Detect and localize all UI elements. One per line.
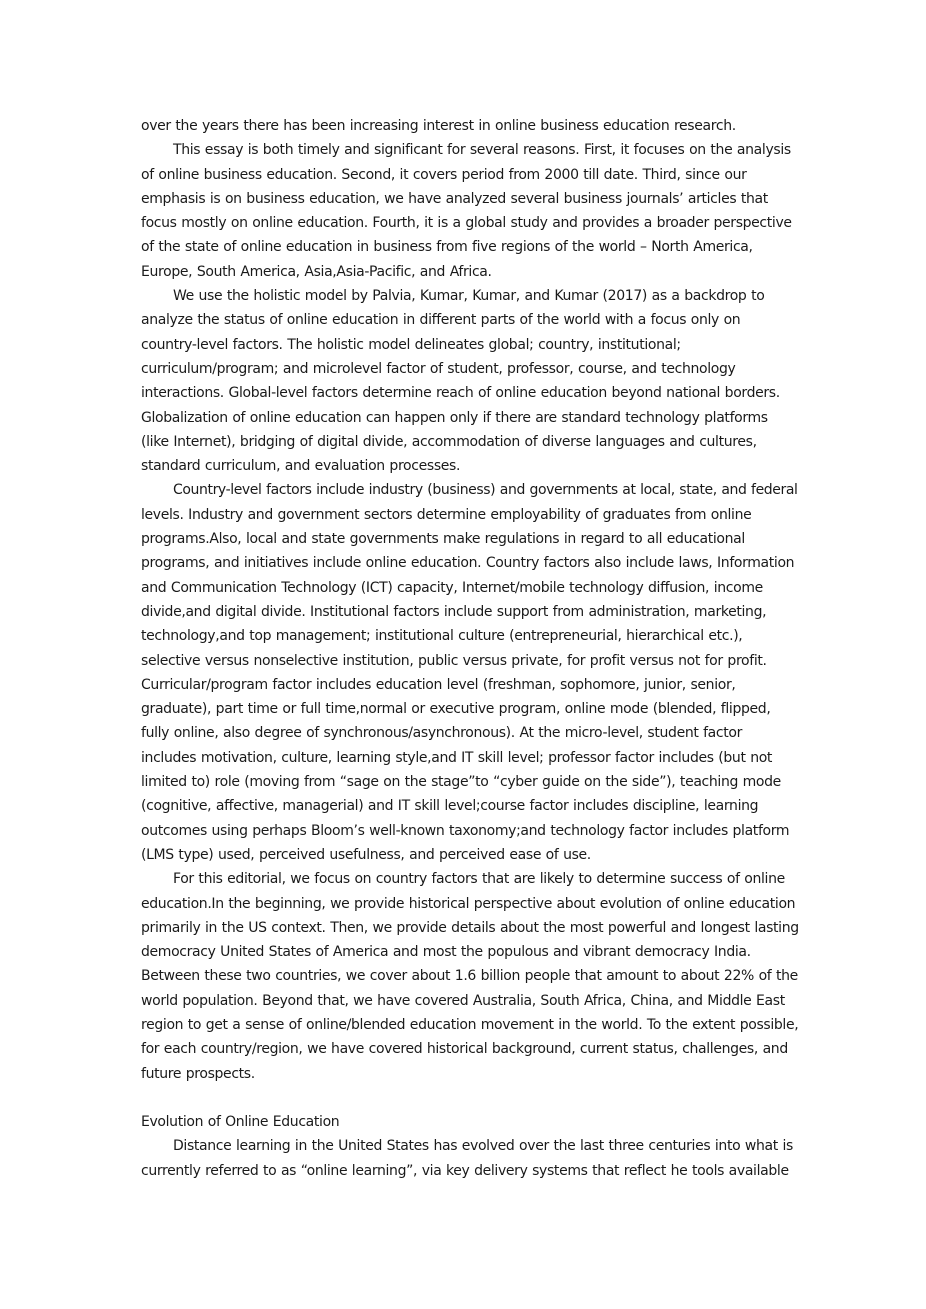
text-line: future prospects. [141,1065,255,1082]
paragraph-3 [141,478,801,867]
text-line: Europe, South America, Asia,Asia-Pacific, and Africa. [141,263,492,280]
text-line: over the years there has been increasing interest in online business education research. [141,118,736,134]
text-line: outcomes using perhaps Bloom’s well-known taxonomy;and technology factor includes platform [141,822,790,839]
text-line: Curricular/program factor includes education level (freshman, sophomore, junior, senior, [141,676,736,693]
text-line: of online business education. Second, it covers period from 2000 till date. Third, since our [141,166,747,183]
text-line: fully online, also degree of synchronous/asynchronous). At the micro-level, student factor [141,725,743,742]
text-line: world population. Beyond that, we have covered Australia, South Africa, China, and Middle East [141,992,785,1009]
document-body [141,114,801,1183]
text-line: levels. Industry and government sectors determine employability of graduates from online [141,506,752,523]
paragraph-5 [141,1134,801,1183]
text-line: focus mostly on online education. Fourth, it is a global study and provides a broader perspective [141,215,792,232]
text-line: divide,and digital divide. Institutional factors include support from administration, marketing, [141,603,767,620]
text-line: programs.Also, local and state governments make regulations in regard to all educational [141,531,745,548]
text-line: technology,and top management; institutional culture (entrepreneurial, hierarchical etc.), [141,628,743,645]
text-line: country-level factors. The holistic model delineates global; country, institutional; [141,336,681,353]
text-line: selective versus nonselective institution, public versus private, for profit versus not for profit. [141,652,767,669]
text-line: Distance learning in the United States has evolved over the last three centuries into what is [173,1138,793,1155]
text-line: for each country/region, we have covered historical background, current status, challenges, and [141,1041,788,1058]
text-line: programs, and initiatives include online education. Country factors also include laws, Information [141,555,795,572]
text-line: curriculum/program; and microlevel factor of student, professor, course, and technology [141,360,736,377]
text-line: Between these two countries, we cover about 1.6 billion people that amount to about 22% of the [141,968,798,985]
paragraph-2 [141,284,801,478]
text-line: emphasis is on business education, we have analyzed several business journals’ articles that [141,190,768,207]
text-line: This essay is both timely and significant for several reasons. First, it focuses on the analysis [173,142,791,159]
section-heading-block [141,1110,801,1134]
text-line: analyze the status of online education in different parts of the world with a focus only on [141,312,741,329]
text-line: includes motivation, culture, learning style,and IT skill level; professor factor includes (but not [141,749,773,766]
text-line: interactions. Global-level factors determine reach of online education beyond national borders. [141,385,780,402]
text-line: education.In the beginning, we provide historical perspective about evolution of online education [141,895,796,912]
text-line: region to get a sense of online/blended education movement in the world. To the extent possible, [141,1016,799,1033]
text-line: (LMS type) used, perceived usefulness, and perceived ease of use. [141,846,591,863]
text-line: of the state of online education in business from five regions of the world – North America, [141,239,753,256]
text-line: For this editorial, we focus on country factors that are likely to determine success of online [173,871,785,888]
paragraph-0 [141,114,801,138]
paragraph-1 [141,138,801,284]
text-line: limited to) role (moving from “sage on the stage”to “cyber guide on the side”), teaching mode [141,774,781,791]
blank-line [141,1086,801,1110]
text-line: currently referred to as “online learning”, via key delivery systems that reflect he tools available [141,1162,789,1179]
text-line: standard curriculum, and evaluation processes. [141,458,461,475]
text-line: and Communication Technology (ICT) capacity, Internet/mobile technology diffusion, income [141,579,763,596]
text-line: Globalization of online education can happen only if there are standard technology platforms [141,409,768,426]
text-line: (like Internet), bridging of digital divide, accommodation of diverse languages and cultures, [141,433,757,450]
paragraph-4 [141,867,801,1086]
text-line: We use the holistic model by Palvia, Kumar, Kumar, and Kumar (2017) as a backdrop to [173,288,765,305]
section-heading: Evolution of Online Education [141,1114,340,1131]
text-line: graduate), part time or full time,normal or executive program, online mode (blended, flipped, [141,701,771,718]
text-line: (cognitive, affective, managerial) and IT skill level;course factor includes discipline, learning [141,798,759,815]
text-line: primarily in the US context. Then, we provide details about the most powerful and longest lasting [141,919,799,936]
text-line: democracy United States of America and most the populous and vibrant democracy India. [141,944,751,961]
text-line: Country-level factors include industry (business) and governments at local, state, and federal [173,482,798,499]
